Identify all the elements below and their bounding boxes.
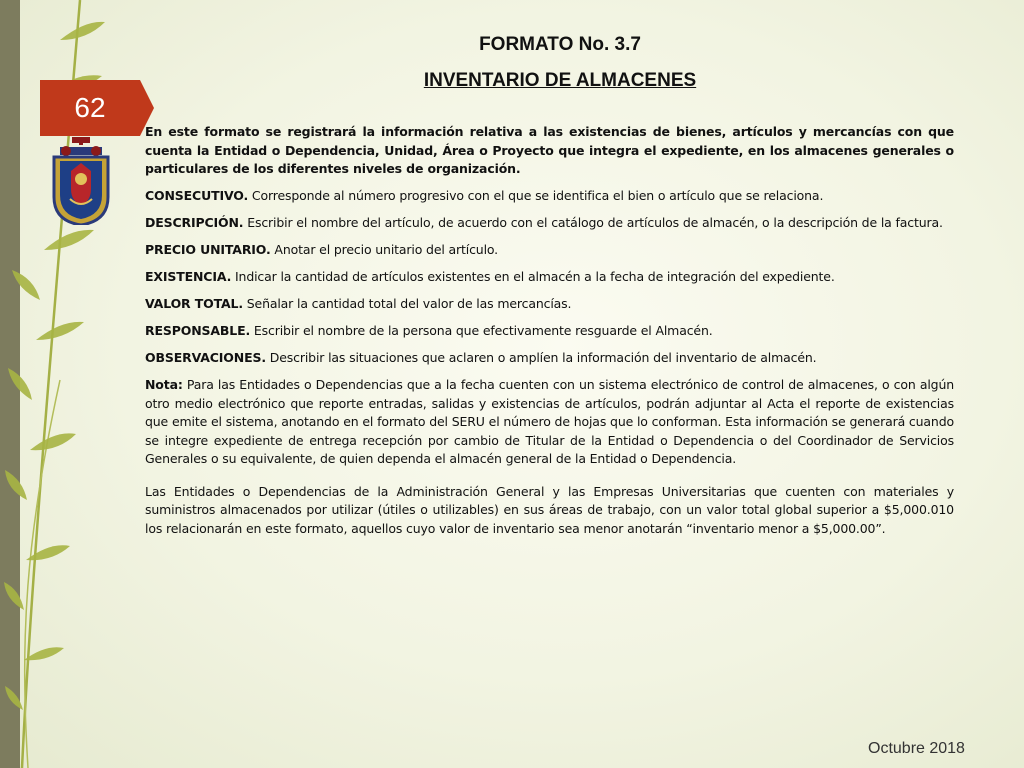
field-observaciones bbox=[145, 349, 954, 368]
subtitle-text: INVENTARIO DE ALMACENES bbox=[423, 70, 697, 91]
document-body bbox=[145, 123, 954, 547]
field-term: CONSECUTIVO. bbox=[145, 188, 249, 203]
slide-number: 62 bbox=[74, 92, 106, 123]
field-text: Anotar el precio unitario del artículo. bbox=[270, 242, 498, 257]
field-descripcion bbox=[145, 214, 954, 233]
field-consecutivo bbox=[145, 187, 954, 206]
field-text: Corresponde al número progresivo con el que se identifica el bien o artículo que se relaciona. bbox=[248, 188, 824, 203]
field-term: DESCRIPCIÓN. bbox=[145, 215, 244, 230]
note-text: Para las Entidades o Dependencias que a la fecha cuenten con un sistema electrónico de control de almacenes, o con algún otro medio electrónico que reporte entradas, salidas y existencias de artículos, podrán adjuntar al Acta el reporte de existencias que emite el sistema, anotando en el formato del SERU el número de hojas que lo conforman. Esta información se generará cuando se integre expediente de entrega recepción por cambio de Titular de la Entidad o Dependencia o del Coordinador de Servicios Generales o su equivalente, de quien dependa el almacén general de la Entidad o Dependencia. bbox=[145, 377, 954, 466]
field-responsable bbox=[145, 322, 954, 341]
footer-date: Octubre 2018 bbox=[868, 740, 965, 757]
field-term: RESPONSABLE. bbox=[145, 323, 251, 338]
page-subtitle bbox=[145, 70, 975, 92]
closing-paragraph: Las Entidades o Dependencias de la Administración General y las Empresas Universitarias que cuenten con materiales y suministros almacenados por utilizar (útiles o utilizables) en sus áreas de trabajo, con un valor total global superior a $5,000.010 los relacionarán en este formato, aquellos cuyo valor de inventario sea menor anotarán “inventario menor a $5,000.00”. bbox=[145, 483, 954, 536]
field-text: Describir las situaciones que aclaren o amplíen la información del inventario de almacén. bbox=[265, 350, 817, 365]
note-paragraph bbox=[145, 376, 954, 469]
field-term: VALOR TOTAL. bbox=[145, 296, 243, 311]
field-precio-unitario bbox=[145, 241, 954, 260]
page-title: FORMATO No. 3.7 bbox=[479, 34, 641, 55]
field-existencia bbox=[145, 268, 954, 287]
intro-paragraph: En este formato se registrará la información relativa a las existencias de bienes, artículos y mercancías con que cuenta la Entidad o Dependencia, Unidad, Área o Proyecto que integra el expediente, en los almacenes generales o particulares de los diferentes niveles de organización. bbox=[145, 124, 954, 176]
field-valor-total bbox=[145, 295, 954, 314]
university-crest-logo bbox=[48, 137, 114, 225]
slide-number-tab bbox=[40, 80, 154, 136]
field-text: Escribir el nombre del artículo, de acuerdo con el catálogo de artículos de almacén, o la descripción de la factura. bbox=[243, 215, 943, 230]
field-term: PRECIO UNITARIO. bbox=[145, 242, 271, 257]
field-text: Escribir el nombre de la persona que efectivamente resguarde el Almacén. bbox=[250, 323, 713, 338]
note-term: Nota: bbox=[145, 377, 183, 392]
field-text: Señalar la cantidad total del valor de las mercancías. bbox=[242, 296, 572, 311]
field-term: OBSERVACIONES. bbox=[145, 350, 266, 365]
field-text: Indicar la cantidad de artículos existentes en el almacén a la fecha de integración del expediente. bbox=[231, 269, 835, 284]
field-term: EXISTENCIA. bbox=[145, 269, 232, 284]
